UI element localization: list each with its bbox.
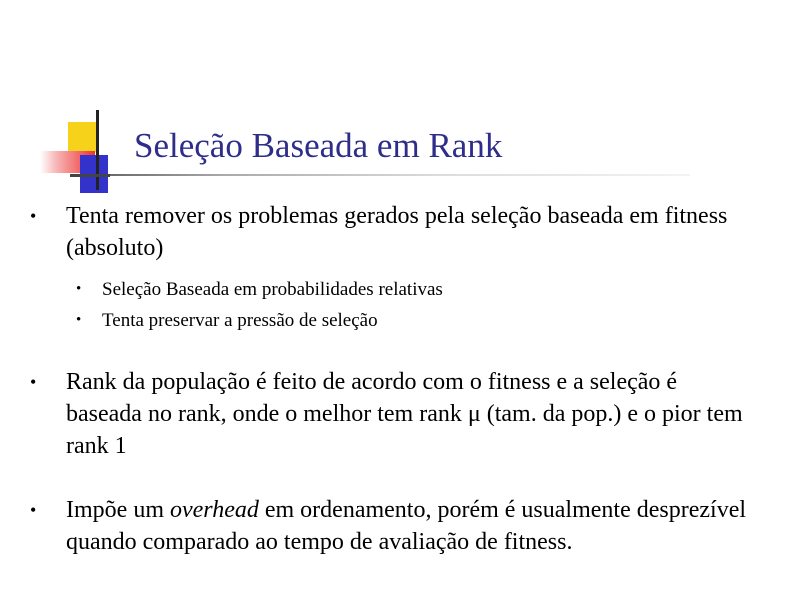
sub-bullet-item — [30, 274, 750, 305]
slide-body — [30, 200, 750, 558]
bullet-icon: • — [30, 500, 37, 520]
bullet-icon: • — [30, 206, 37, 226]
bullet-text-emphasis: overhead — [169, 497, 259, 523]
bullet-icon: • — [76, 312, 82, 328]
bullet-icon: • — [76, 281, 82, 297]
bullet-item — [30, 200, 750, 264]
bullet-item — [30, 494, 750, 558]
logo-vertical-line — [96, 110, 99, 190]
bullet-text-end: em ordenamento, porém é usualmente desprezível quando comparado ao tempo de avaliação de fitness. — [66, 497, 747, 555]
bullet-text: Rank da população é feito de acordo com o fitness e a seleção é baseada no rank, onde o melhor tem rank μ (tam. da pop.) e o pior tem rank 1 — [66, 369, 743, 459]
bullet-item — [30, 366, 750, 462]
title-underline — [70, 174, 690, 176]
sub-bullet-list — [30, 274, 750, 336]
bullet-text-start: Impõe um — [66, 497, 170, 523]
sub-bullet-item — [30, 305, 750, 336]
bullet-icon: • — [30, 372, 37, 392]
slide-title: Seleção Baseada em Rank — [134, 126, 503, 165]
sub-bullet-text: Seleção Baseada em probabilidades relativas — [102, 279, 443, 300]
sub-bullet-text: Tenta preservar a pressão de seleção — [102, 310, 378, 331]
title-underline-accent — [70, 174, 110, 177]
bullet-text: Tenta remover os problemas gerados pela seleção baseada em fitness (absoluto) — [66, 203, 728, 261]
logo-yellow-block — [68, 122, 98, 152]
